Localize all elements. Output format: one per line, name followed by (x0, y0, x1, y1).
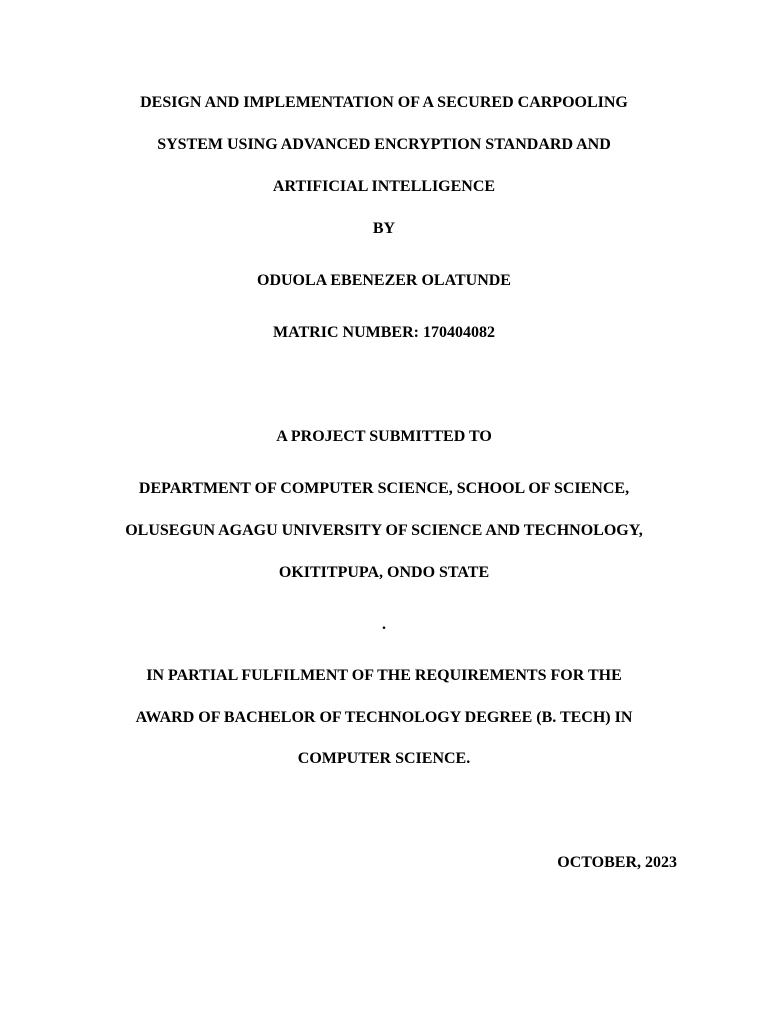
author-name: ODUOLA EBENEZER OLATUNDE (257, 272, 511, 289)
fulfilment-line-3: COMPUTER SCIENCE. (297, 750, 471, 767)
title-line-2: SYSTEM USING ADVANCED ENCRYPTION STANDARD AND (157, 136, 611, 153)
submission-line-3: OKITITPUPA, ONDO STATE (278, 564, 490, 581)
submission-intro: A PROJECT SUBMITTED TO (276, 428, 492, 445)
title-line-3: ARTIFICIAL INTELLIGENCE (272, 178, 496, 195)
fulfilment-line-1: IN PARTIAL FULFILMENT OF THE REQUIREMENTS FOR THE (146, 667, 622, 684)
submission-dot: . (382, 616, 386, 633)
submission-line-1: DEPARTMENT OF COMPUTER SCIENCE, SCHOOL OF SCIENCE, (138, 480, 630, 497)
by-label: BY (372, 220, 396, 237)
submission-line-2: OLUSEGUN AGAGU UNIVERSITY OF SCIENCE AND TECHNOLOGY, (125, 522, 643, 539)
matric-number: MATRIC NUMBER: 170404082 (273, 324, 495, 341)
fulfilment-line-2: AWARD OF BACHELOR OF TECHNOLOGY DEGREE (B. TECH) IN (135, 709, 633, 726)
title-line-1: DESIGN AND IMPLEMENTATION OF A SECURED CARPOOLING (140, 94, 628, 111)
submission-date: OCTOBER, 2023 (557, 854, 677, 871)
